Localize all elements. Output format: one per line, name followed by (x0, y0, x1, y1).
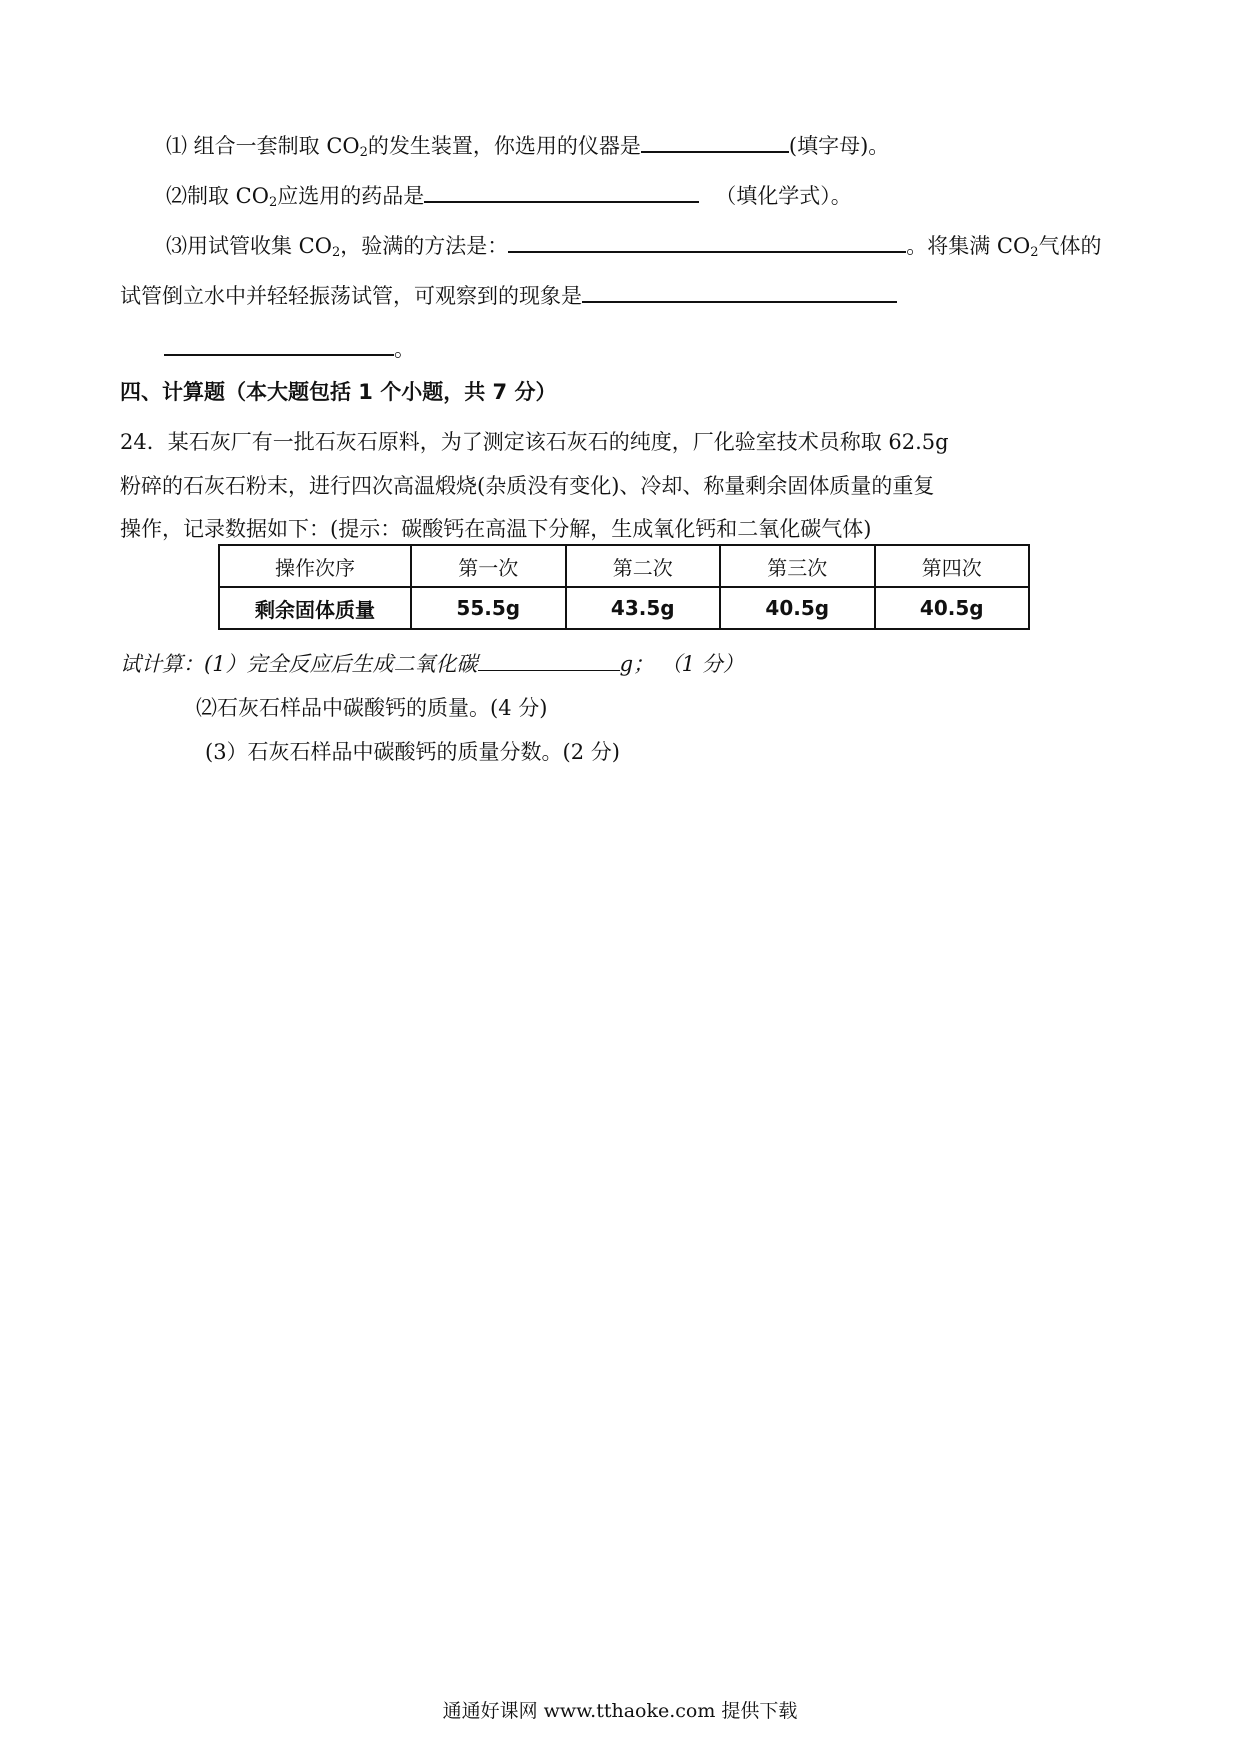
q23-part1: ⑴ 组合一套制取 $CO_2$的发生装置，你选用的仪器是 (填字母)。 (166, 127, 889, 168)
q23-part3-line2: 试管倒立水中并轻轻振荡试管，可观察到的现象是 (120, 277, 897, 311)
q24-line1: 24．某石灰厂有一批石灰石原料，为了测定该石灰石的纯度，厂化验室技术员称取 62.5g (120, 430, 949, 454)
answer-blank-6[interactable] (478, 648, 620, 671)
q24-line2: 粉碎的石灰石粉末，进行四次高温煅烧(杂质没有变化)、冷却、称量剩余固体质量的重复 (120, 474, 935, 498)
calc-1: 试计算：(1）完全反应后生成二氧化碳 g； （1 分） (120, 648, 744, 679)
section-title: 四、计算题（本大题包括 1 个小题，共 7 分） (120, 380, 557, 404)
table-cell: 40.5g (720, 587, 875, 629)
answer-blank-3[interactable] (508, 227, 906, 253)
table-header-row (219, 545, 1029, 587)
table-cell: 第二次 (566, 545, 721, 587)
answer-blank-2[interactable] (424, 177, 699, 203)
calc-2: ⑵石灰石样品中碳酸钙的质量。(4 分) (196, 696, 548, 720)
table-cell: 第三次 (720, 545, 875, 587)
table-cell: 43.5g (566, 587, 721, 629)
footer-credit: 通通好课网 www.tthaoke.com 提供下载 (442, 1700, 798, 1722)
table-cell: 剩余固体质量 (219, 587, 411, 629)
q23-part2: ⑵制取 $CO_2$应选用的药品是 （填化学式）。 (166, 177, 852, 218)
answer-blank-1[interactable] (641, 127, 789, 153)
answer-blank-5[interactable] (164, 330, 394, 356)
q23-part3: ⑶用试管收集 $CO_2$，验满的方法是： 。将集满 $CO_2$气体的 (166, 227, 1102, 268)
table-cell: 操作次序 (219, 545, 411, 587)
answer-blank-4[interactable] (582, 277, 897, 303)
calc-3: (3）石灰石样品中碳酸钙的质量分数。(2 分) (205, 740, 620, 764)
table-cell: 第一次 (411, 545, 566, 587)
table-row (219, 587, 1029, 629)
q23-part3-line3: 。 (164, 330, 415, 364)
table-cell: 40.5g (875, 587, 1030, 629)
table-cell: 55.5g (411, 587, 566, 629)
q24-line3: 操作，记录数据如下：(提示：碳酸钙在高温下分解，生成氧化钙和二氧化碳气体) (120, 517, 872, 541)
table-cell: 第四次 (875, 545, 1030, 587)
data-table (218, 544, 1030, 630)
